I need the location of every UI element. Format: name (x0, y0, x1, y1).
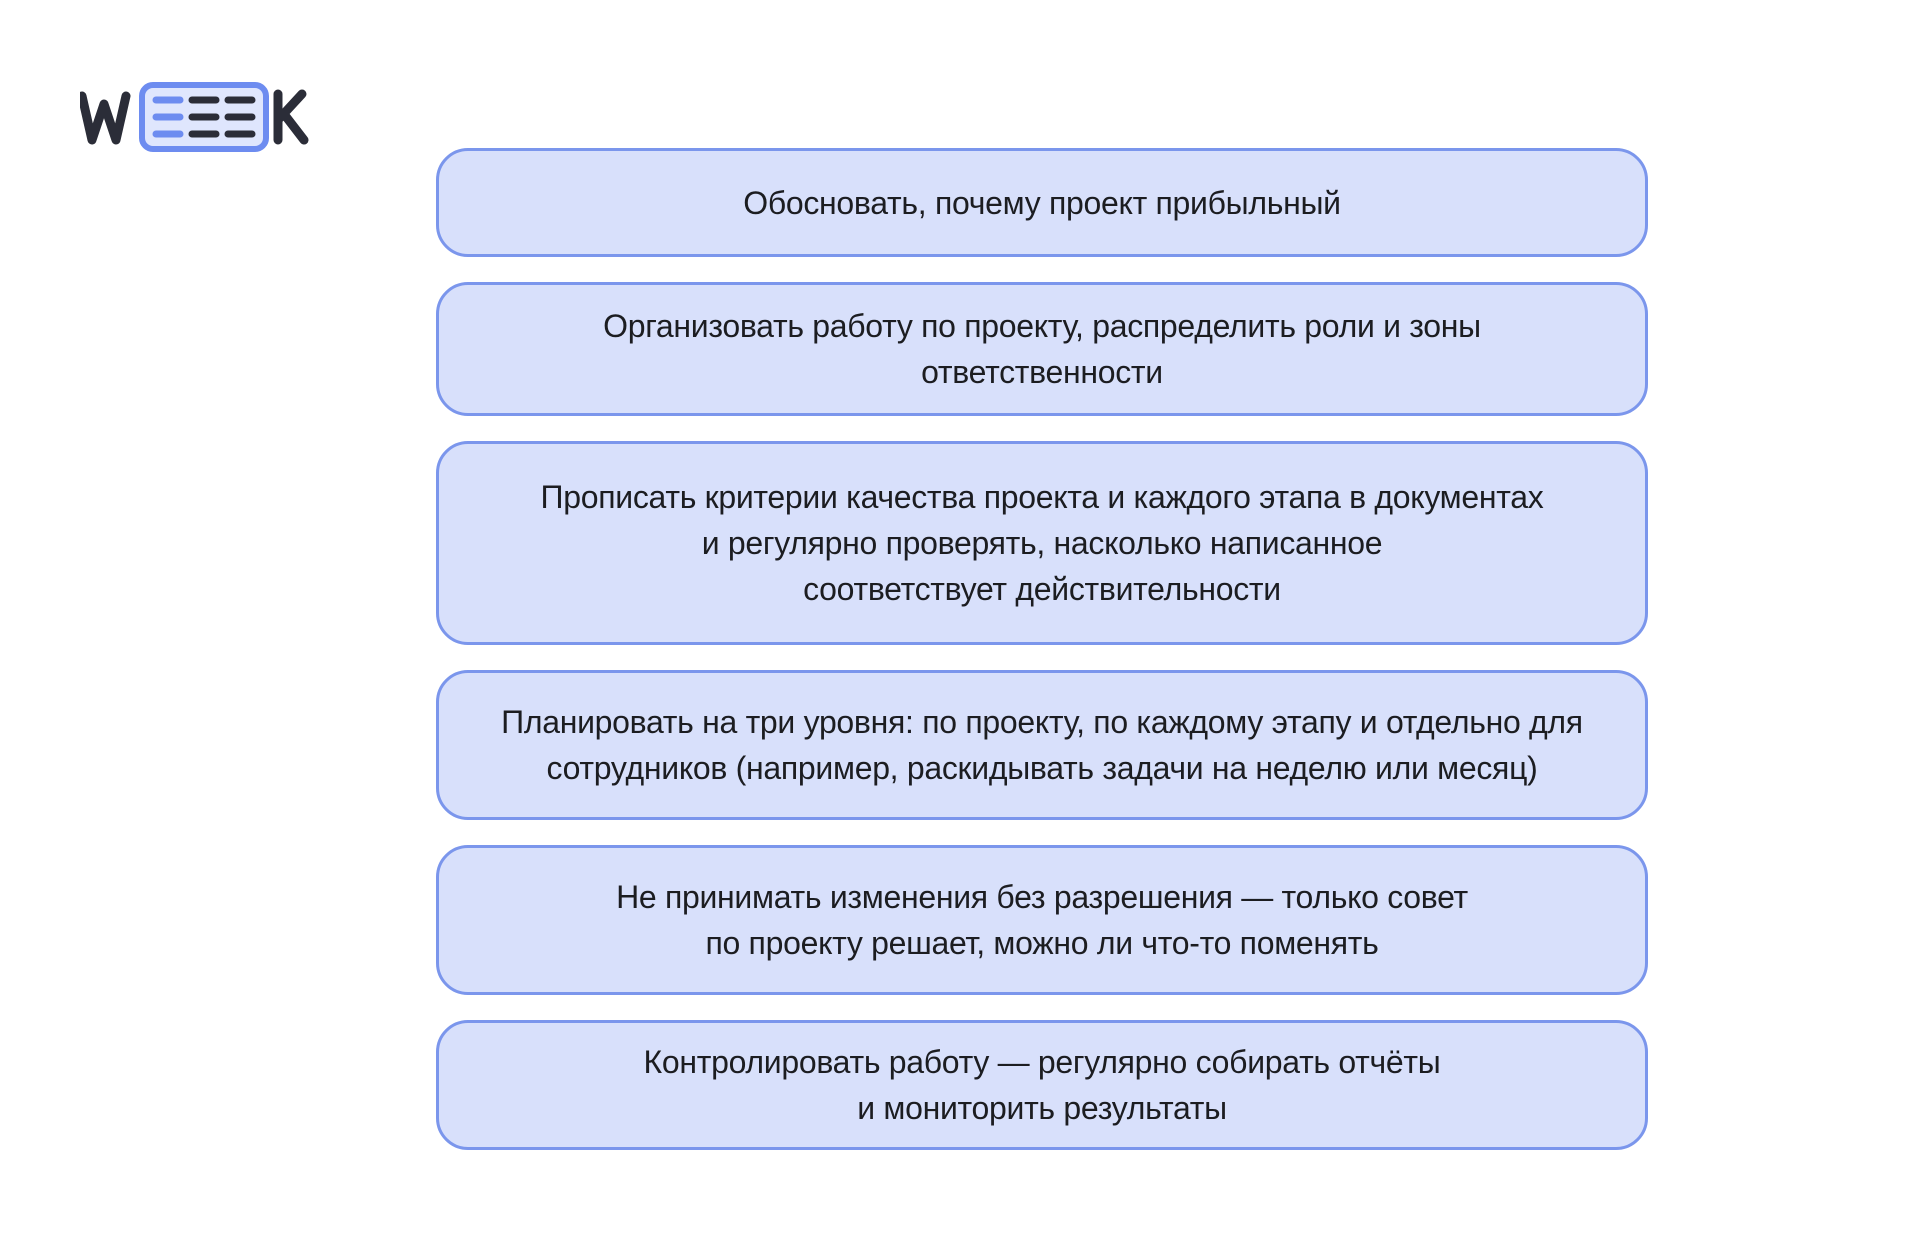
step-text: Организовать работу по проекту, распределить роли и зоны ответственности (603, 308, 1481, 390)
step-text: Не принимать изменения без разрешения — только совет по проекту решает, можно ли что-то поменять (616, 879, 1468, 961)
weeek-logo-graphic (80, 82, 310, 154)
step-box (436, 845, 1648, 995)
step-text: Прописать критерии качества проекта и каждого этапа в документах и регулярно проверять, насколько написанное соответствует действительности (540, 479, 1544, 607)
weeek-logo (80, 82, 310, 154)
step-box (436, 441, 1648, 645)
step-box (436, 1020, 1648, 1150)
step-text: Обосновать, почему проект прибыльный (743, 184, 1341, 221)
step-box (436, 670, 1648, 820)
step-text: Контролировать работу — регулярно собирать отчёты и мониторить результаты (643, 1044, 1441, 1126)
step-text: Планировать на три уровня: по проекту, по каждому этапу и отдельно для сотрудников (например, раскидывать задачи на неделю или месяц) (501, 704, 1583, 786)
step-box (436, 282, 1648, 416)
step-box (436, 148, 1648, 257)
